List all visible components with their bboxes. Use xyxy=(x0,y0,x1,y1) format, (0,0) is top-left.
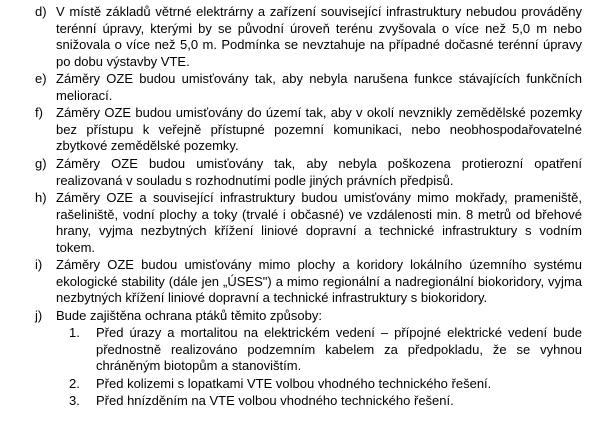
list-item-text: Záměry OZE budou umisťovány tak, aby nebyla poškozena protierozní opatření realizovaná v souladu s rozhodnutími podle jiných právních předpisů. xyxy=(56,156,582,188)
sublist-item-text: Před kolizemi s lopatkami VTE volbou vhodného technického řešení. xyxy=(96,376,492,391)
list-marker: h) xyxy=(35,190,47,205)
sublist-marker: 1. xyxy=(69,325,80,340)
list-item-text: Záměry OZE budou umisťovány do území tak, aby v okolí nevznikly zemědělské pozemky bez přístupu k veřejně přístupné pozemní komunikaci, nebo neobhospodařovatelné zbytkové zemědělské pozemky. xyxy=(56,105,582,153)
list-marker: f) xyxy=(35,105,43,120)
sublist-marker: 2. xyxy=(69,376,80,391)
list-item-text: Záměry OZE budou umisťovány tak, aby nebyla narušena funkce stávajících funkčních meliorací. xyxy=(56,71,582,103)
sublist-item-text: Před úrazy a mortalitou na elektrickém vedení – přípojné elektrické vedení bude přednostně realizováno podzemním kabelem za předpokladu, že se vyhnou chráněným biotopům a stanovištím. xyxy=(96,325,582,373)
sublist-item-text: Před hnízděním na VTE volbou vhodného technického řešení. xyxy=(96,393,454,408)
list-marker: d) xyxy=(35,4,47,19)
list-item-text: V místě základů větrné elektrárny a zařízení související infrastruktury nebudou prováděny terénní úpravy, kterými by se původní úroveň terénu zvyšovala o více než 5,0 m nebo snižovala o více než 5,0 m. Podmínka se nevztahuje na případné dočasné terénní úpravy po dobu výstavby VTE. xyxy=(56,4,582,69)
list-item-text: Záměry OZE budou umisťovány mimo plochy a koridory lokálního územního systému ekologické stability (dále jen „ÚSES") a mimo regionální a nadregionální biokoridory, vyjma nezbytných křížení liniové dopravní a technické infrastruktury s biokoridory. xyxy=(56,257,582,305)
list-marker: j) xyxy=(35,308,43,323)
list-marker: e) xyxy=(35,71,47,86)
list-marker: g) xyxy=(35,156,47,171)
sublist-marker: 3. xyxy=(69,393,80,408)
list-marker: i) xyxy=(35,257,43,272)
list-item-text: Záměry OZE a související infrastruktury budou umisťovány mimo mokřady, prameniště, rašeliniště, vodní plochy a toky (trvalé i občasné) ve vzdálenosti min. 8 metrů od břehové hrany, vyjma nezbytných křížení liniové dopravní a technické infrastruktury s vodním tokem. xyxy=(56,190,582,255)
list-item-text: Bude zajištěna ochrana ptáků těmito způsoby: xyxy=(56,308,322,323)
